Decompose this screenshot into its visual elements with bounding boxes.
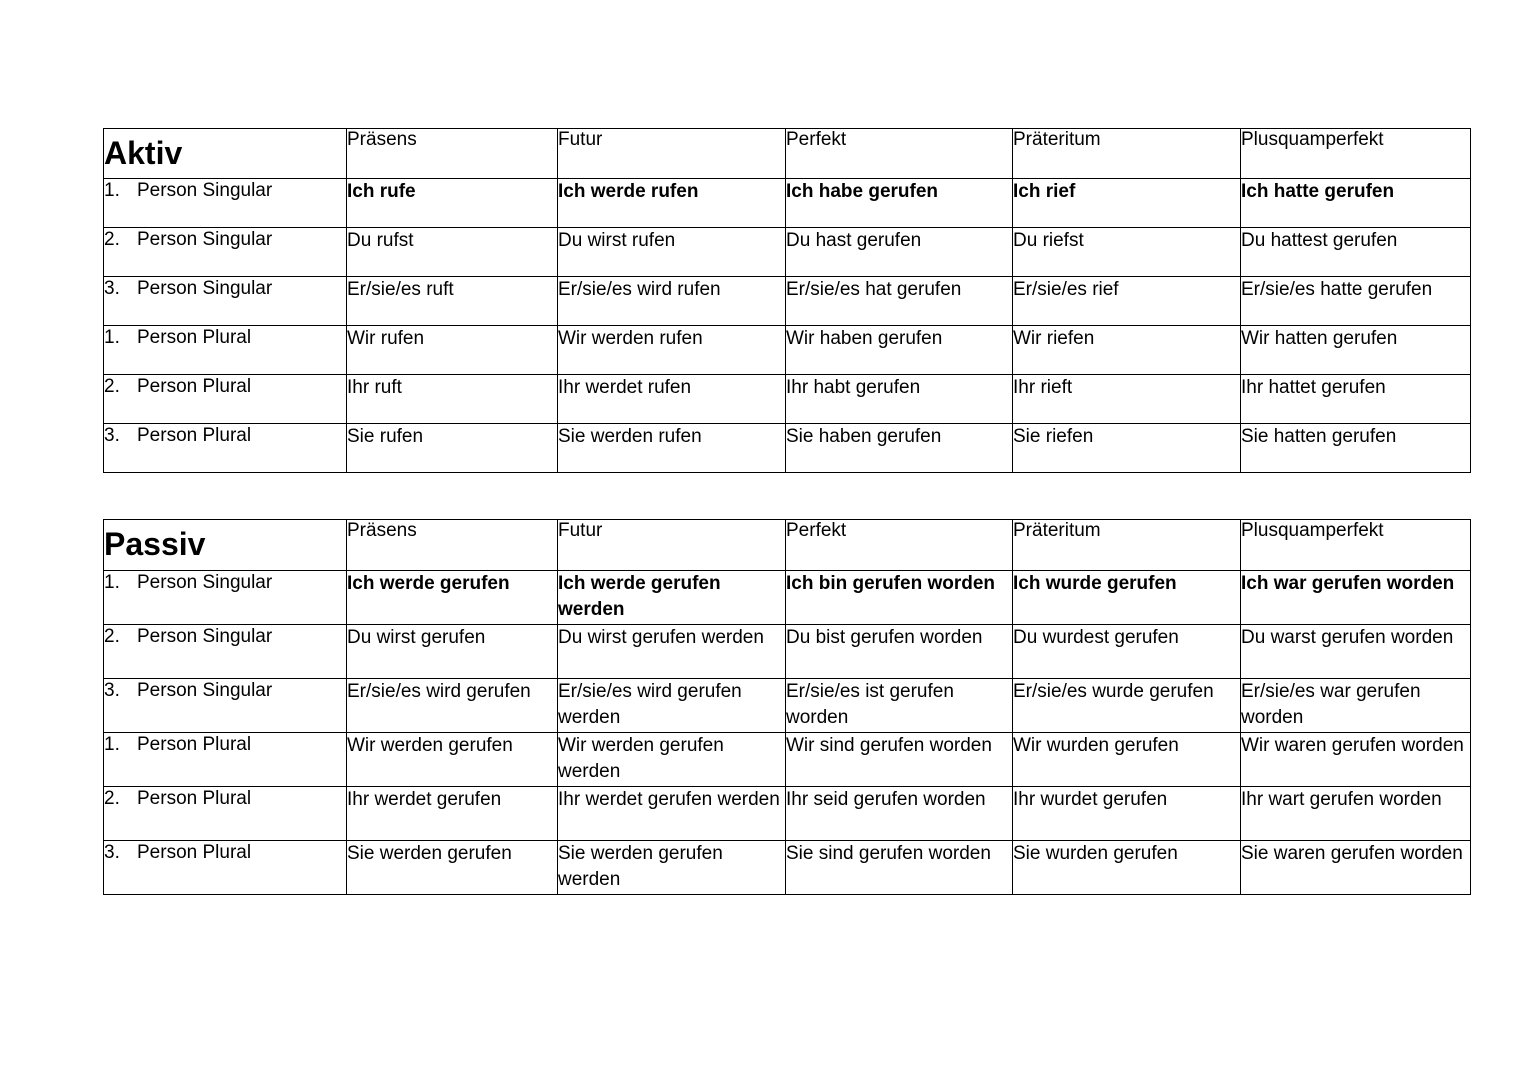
verb-form: Ihr werdet gerufen werden xyxy=(558,787,786,841)
aktiv-title: Aktiv xyxy=(104,135,183,171)
verb-form: Du bist gerufen worden xyxy=(786,625,1013,679)
verb-form: Du hast gerufen xyxy=(786,228,1013,277)
passiv-table xyxy=(103,519,1471,895)
person-label: Person Singular xyxy=(137,278,273,299)
person-cell xyxy=(104,179,347,228)
person-label: Person Plural xyxy=(137,788,252,809)
person-label: Person Plural xyxy=(137,734,252,755)
table-row xyxy=(104,625,1471,679)
passiv-title-cell xyxy=(104,520,347,571)
table-row xyxy=(104,679,1471,733)
verb-form: Er/sie/es ist gerufen worden xyxy=(786,679,1013,733)
verb-form: Sie sind gerufen worden xyxy=(786,841,1013,895)
person-cell xyxy=(104,625,347,679)
person-number: 3. xyxy=(104,278,120,299)
verb-form: Er/sie/es war gerufen worden xyxy=(1241,679,1471,733)
table-row xyxy=(104,733,1471,787)
verb-form: Sie werden rufen xyxy=(558,424,786,473)
aktiv-tense-perfekt: Perfekt xyxy=(786,129,1013,179)
person-label: Person Plural xyxy=(137,376,252,397)
verb-form: Er/sie/es wird gerufen xyxy=(347,679,558,733)
verb-form: Er/sie/es rief xyxy=(1013,277,1241,326)
person-number: 2. xyxy=(104,788,120,809)
verb-form: Ich rief xyxy=(1013,179,1241,228)
table-row xyxy=(104,571,1471,625)
person-cell xyxy=(104,375,347,424)
person-cell xyxy=(104,841,347,895)
verb-form: Ihr hattet gerufen xyxy=(1241,375,1471,424)
table-row xyxy=(104,375,1471,424)
verb-form: Wir werden gerufen werden xyxy=(558,733,786,787)
verb-form: Ihr werdet rufen xyxy=(558,375,786,424)
verb-form: Er/sie/es wird rufen xyxy=(558,277,786,326)
verb-form: Wir hatten gerufen xyxy=(1241,326,1471,375)
verb-form: Ich bin gerufen worden xyxy=(786,571,1013,625)
person-number: 1. xyxy=(104,734,120,755)
verb-form: Wir werden rufen xyxy=(558,326,786,375)
verb-form: Wir sind gerufen worden xyxy=(786,733,1013,787)
passiv-tense-futur: Futur xyxy=(558,520,786,571)
person-label: Person Singular xyxy=(137,626,273,647)
verb-form: Du rufst xyxy=(347,228,558,277)
person-number: 2. xyxy=(104,376,120,397)
verb-form: Wir riefen xyxy=(1013,326,1241,375)
person-cell xyxy=(104,277,347,326)
aktiv-tense-futur: Futur xyxy=(558,129,786,179)
passiv-tense-praeteritum: Präteritum xyxy=(1013,520,1241,571)
verb-form: Ihr habt gerufen xyxy=(786,375,1013,424)
verb-form: Wir haben gerufen xyxy=(786,326,1013,375)
person-number: 3. xyxy=(104,842,120,863)
person-cell xyxy=(104,424,347,473)
verb-form: Ihr ruft xyxy=(347,375,558,424)
person-cell xyxy=(104,679,347,733)
verb-form: Du wirst gerufen werden xyxy=(558,625,786,679)
table-row xyxy=(104,787,1471,841)
verb-form: Du wurdest gerufen xyxy=(1013,625,1241,679)
passiv-tense-plusquamperfekt: Plusquamperfekt xyxy=(1241,520,1471,571)
person-cell xyxy=(104,733,347,787)
table-row xyxy=(104,277,1471,326)
person-cell xyxy=(104,326,347,375)
aktiv-tense-praesens: Präsens xyxy=(347,129,558,179)
verb-form: Ihr wurdet gerufen xyxy=(1013,787,1241,841)
verb-form: Er/sie/es hat gerufen xyxy=(786,277,1013,326)
person-cell xyxy=(104,787,347,841)
person-label: Person Plural xyxy=(137,842,252,863)
verb-form: Wir wurden gerufen xyxy=(1013,733,1241,787)
person-number: 1. xyxy=(104,180,120,201)
verb-form: Du wirst rufen xyxy=(558,228,786,277)
table-row xyxy=(104,228,1471,277)
person-number: 2. xyxy=(104,229,120,250)
verb-form: Sie werden gerufen werden xyxy=(558,841,786,895)
person-number: 3. xyxy=(104,680,120,701)
verb-form: Er/sie/es hatte gerufen xyxy=(1241,277,1471,326)
passiv-title: Passiv xyxy=(104,526,206,562)
person-number: 3. xyxy=(104,425,120,446)
verb-form: Ich wurde gerufen xyxy=(1013,571,1241,625)
verb-form: Ihr werdet gerufen xyxy=(347,787,558,841)
verb-form: Ich werde gerufen werden xyxy=(558,571,786,625)
person-cell xyxy=(104,571,347,625)
verb-form: Du warst gerufen worden xyxy=(1241,625,1471,679)
verb-form: Ich rufe xyxy=(347,179,558,228)
verb-form: Sie riefen xyxy=(1013,424,1241,473)
verb-form: Sie hatten gerufen xyxy=(1241,424,1471,473)
aktiv-tense-plusquamperfekt: Plusquamperfekt xyxy=(1241,129,1471,179)
verb-form: Ich werde gerufen xyxy=(347,571,558,625)
verb-form: Du hattest gerufen xyxy=(1241,228,1471,277)
verb-form: Ihr rieft xyxy=(1013,375,1241,424)
person-label: Person Singular xyxy=(137,180,273,201)
person-label: Person Singular xyxy=(137,229,273,250)
table-row xyxy=(104,841,1471,895)
verb-form: Ich war gerufen worden xyxy=(1241,571,1471,625)
person-label: Person Plural xyxy=(137,327,252,348)
person-number: 1. xyxy=(104,327,120,348)
verb-form: Ihr wart gerufen worden xyxy=(1241,787,1471,841)
verb-form: Ihr seid gerufen worden xyxy=(786,787,1013,841)
passiv-tense-perfekt: Perfekt xyxy=(786,520,1013,571)
verb-form: Er/sie/es ruft xyxy=(347,277,558,326)
person-number: 2. xyxy=(104,626,120,647)
verb-form: Ich hatte gerufen xyxy=(1241,179,1471,228)
verb-form: Sie wurden gerufen xyxy=(1013,841,1241,895)
person-number: 1. xyxy=(104,572,120,593)
passiv-header-row xyxy=(104,520,1471,571)
aktiv-header-row xyxy=(104,129,1471,179)
verb-form: Er/sie/es wird gerufen werden xyxy=(558,679,786,733)
person-cell xyxy=(104,228,347,277)
verb-form: Wir rufen xyxy=(347,326,558,375)
verb-form: Du wirst gerufen xyxy=(347,625,558,679)
verb-form: Sie rufen xyxy=(347,424,558,473)
verb-form: Wir waren gerufen worden xyxy=(1241,733,1471,787)
person-label: Person Singular xyxy=(137,572,273,593)
passiv-tense-praesens: Präsens xyxy=(347,520,558,571)
aktiv-table xyxy=(103,128,1471,473)
table-row xyxy=(104,326,1471,375)
verb-form: Du riefst xyxy=(1013,228,1241,277)
verb-form: Sie waren gerufen worden xyxy=(1241,841,1471,895)
table-row xyxy=(104,424,1471,473)
table-row xyxy=(104,179,1471,228)
person-label: Person Plural xyxy=(137,425,252,446)
verb-form: Sie werden gerufen xyxy=(347,841,558,895)
person-label: Person Singular xyxy=(137,680,273,701)
verb-form: Wir werden gerufen xyxy=(347,733,558,787)
verb-form: Ich werde rufen xyxy=(558,179,786,228)
verb-form: Sie haben gerufen xyxy=(786,424,1013,473)
aktiv-tense-praeteritum: Präteritum xyxy=(1013,129,1241,179)
aktiv-title-cell xyxy=(104,129,347,179)
verb-form: Er/sie/es wurde gerufen xyxy=(1013,679,1241,733)
verb-form: Ich habe gerufen xyxy=(786,179,1013,228)
